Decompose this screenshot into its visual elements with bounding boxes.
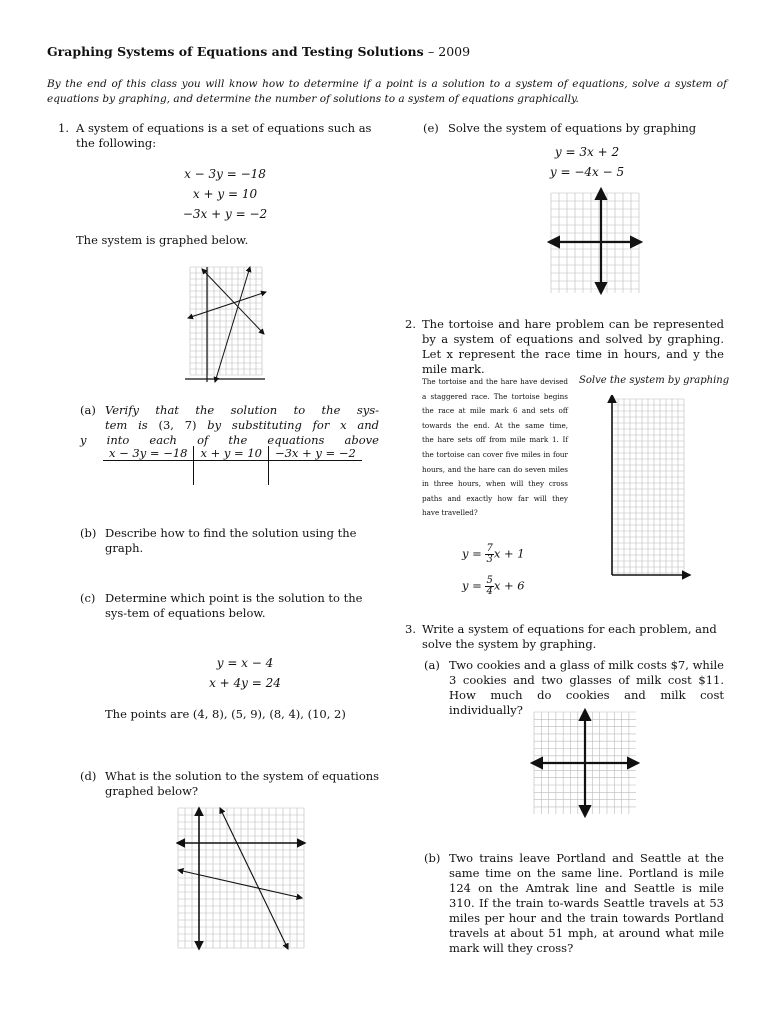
page-title: Graphing Systems of Equations and Testing Solutions – 2009 [47,44,471,59]
q1e-text: Solve the system of equations by graphing [448,121,697,135]
q1e-label: (e) [423,121,439,135]
table-header: x − 3y = −18 [103,446,194,461]
q1b-text: Describe how to find the solution using the graph. [105,526,357,555]
table-header: −3x + y = −2 [268,446,361,461]
q1-equations: x − 3y = −18 x + y = 10 −3x + y = −2 [182,167,268,221]
q2-eq1: y = $\frac{7}{3}$ x + 1 [462,543,525,565]
q2-text: The tortoise and hare problem can be represented by a system of equations and solved by graphing. Let x represent the race time in hours, and y the mile mark. [422,317,724,376]
q2-number: 2. [405,317,416,331]
q3b-label: (b) [424,851,441,865]
q3a-text: Two cookies and a glass of milk costs $7, while 3 cookies and two glasses of milk cost $11. How much do cookies and milk cost individually? [449,658,724,717]
substitution-table [103,446,362,485]
q1-text: A system of equations is a set of equations such as the following: [76,121,372,150]
q1c-points: The points are (4, 8), (5, 9), (8, 4), (10, 2) [105,707,346,721]
q1d-text: What is the solution to the system of equations graphed below? [105,769,380,798]
q1-graphed-text: The system is graphed below. [76,233,249,247]
q1a-text: Verify that the solution to the sys- tem is (3, 7) by substituting for x and [105,403,380,432]
q2-eq2: y = $\frac{5}{4}$ x + 6 [462,575,525,597]
q3-text: Write a system of equations for each problem, and solve the system by graphing. [422,622,717,651]
q1b-label: (b) [80,526,97,540]
table-header: x + y = 10 [194,446,269,461]
q3-number: 3. [405,622,416,636]
q3a-label: (a) [424,658,440,672]
q1e-equations: y = 3x + 2 y = −4x − 5 [549,145,625,179]
q1a-label: (a) [80,403,96,417]
q1c-text: Determine which point is the solution to the sys-tem of equations below. [105,591,363,620]
q1d-label: (d) [80,769,97,783]
q1c-label: (c) [80,591,96,605]
q2-solve-label: Solve the system by graphing [579,375,730,386]
graph-q1-system [180,262,270,384]
line-2 [178,870,302,898]
q1-number: 1. [58,121,69,135]
q2-story: The tortoise and the hare have devised a staggered race. The tortoise begins the race at mile mark 6 and sets off towards the end. At the same time, the hare sets off from mile mark 1. If the tortoise can cover five miles in four hours, and the hare can do seven miles in three hours, when will they cross paths and exactly how far will they have travelled? [422,377,568,518]
intro-text: By the end of this class you will know how to determine if a point is a solution to a system of equations, solve a system of equations by graphing, and determine the number of solutions to a system of equations graphically. [47,78,727,105]
q1c-equations: y = x − 4 x + 4y = 24 [209,656,281,690]
graph-q3a-blank-grid [530,708,640,818]
graph-q1d-system [176,806,307,951]
q3b-text: Two trains leave Portland and Seattle at the same time on the same line. Portland is mile 124 on the Amtrak line and Seattle is mile 310. If the train to-wards Seattle travels at 53 miles per hour and the train towards Portland travels at about 51 mph, at around what mile mark will they cross? [449,851,724,955]
graph-q1e-blank-grid [547,187,643,295]
q1a-text-line3: y into each of the equations above [80,433,379,447]
graph-q2-blank-grid [606,395,692,581]
